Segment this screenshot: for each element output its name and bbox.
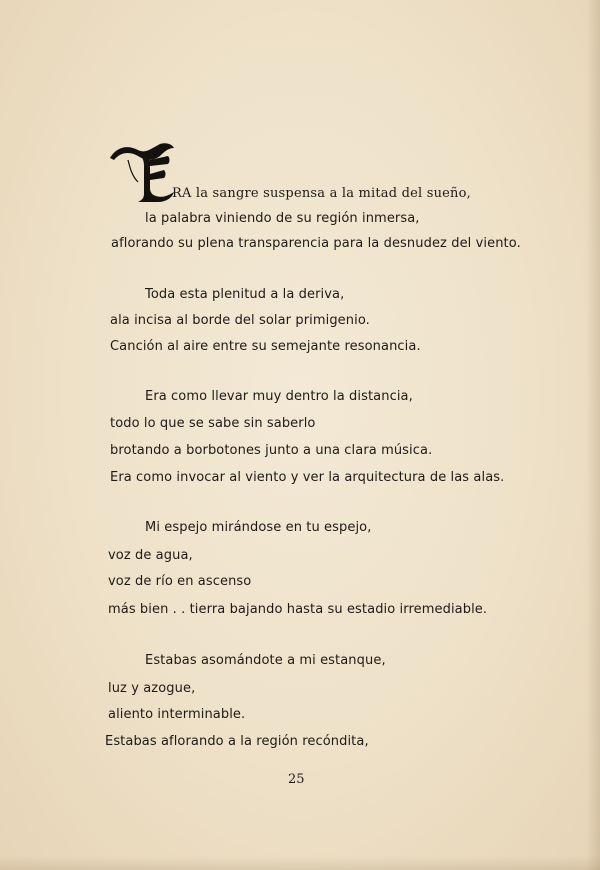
page-bottom-shadow [0, 856, 600, 870]
poem-line: Estabas asomándote a mi estanque, [145, 653, 386, 668]
poem-line: brotando a borbotones junto a una clara música. [110, 443, 433, 458]
poem-line: voz de río en ascenso [108, 574, 252, 589]
dropcap-e [108, 138, 178, 204]
poem-line: Era como llevar muy dentro la distancia, [145, 389, 413, 404]
poem-line: más bien . . tierra bajando hasta su estadio irremediable. [108, 602, 488, 617]
poem-line: Estabas aflorando a la región recóndita, [105, 734, 369, 749]
poem-line: Toda esta plenitud a la deriva, [145, 287, 345, 302]
poem-line: todo lo que se sabe sin saberlo [110, 416, 316, 431]
dropcap-glyph [108, 138, 178, 204]
poem-line: RA la sangre suspensa a la mitad del sueño, [172, 186, 471, 201]
poem-line: Canción al aire entre su semejante resonancia. [110, 339, 421, 354]
poem-line: luz y azogue, [108, 681, 196, 696]
poem-line: Era como invocar al viento y ver la arquitectura de las alas. [110, 470, 505, 485]
poem-line: la palabra viniendo de su región inmersa, [145, 211, 420, 226]
page-edge-shadow [586, 0, 600, 870]
page-number: 25 [288, 772, 305, 787]
poem-line: voz de agua, [108, 548, 193, 563]
poem-line: aflorando su plena transparencia para la desnudez del viento. [111, 236, 521, 251]
poem-line: ala incisa al borde del solar primigenio. [110, 313, 370, 328]
poem-line: Mi espejo mirándose en tu espejo, [145, 520, 372, 535]
poem-line: aliento interminable. [108, 707, 246, 722]
